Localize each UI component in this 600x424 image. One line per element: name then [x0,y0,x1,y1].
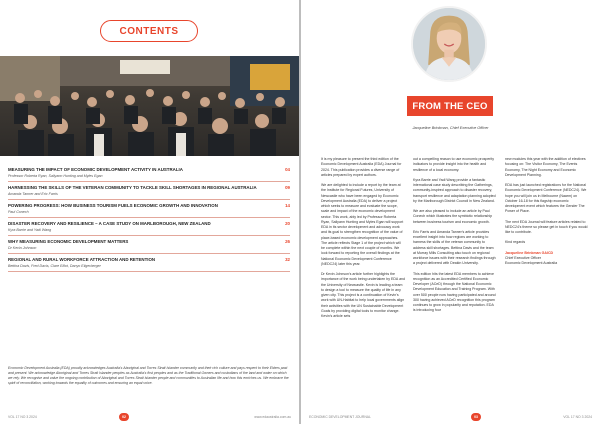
toc-authors: Paul Conech [8,210,29,214]
table-of-contents [8,164,290,272]
footer-journal-name: ECONOMIC DEVELOPMENT JOURNAL [309,415,371,419]
footer-volume: VOL 17 NO 3 2024 [8,415,37,419]
paragraph: We are delighted to include a report by the team at the Institute for Regional Futures, University of Newcastle who have been engaged by Economic Development Australia (EDA) to deliver a project which seeks to measure and evaluate the scope, scale and impact of the economic development sector. This work, ably led by Professor Roberta Ryan, Sallyann Hunting and Myles Egan will support EDA in its sector development and advocacy work and its goal to strengthen recognition of the value of place-based economic development approaches. The article reflects Stage 1 of the project which will be complete within the next couple of months. We look forward to reporting the overall findings at the National Economic Development Conference (NEDC24) later this year. [321,183,404,266]
from-the-ceo-heading: FROM THE CEO [407,96,493,116]
paragraph: Eric Farris and Amanda Tanner's article provides excellent insight into how regions are working to harness the skills of the veteran community to address skill shortages. Bettina Davis and the team at Murray Mills Consulting also touch on regional workforce issues with their research findings through a project delivered with Deakin University. [413,229,496,266]
toc-item[interactable] [8,218,290,236]
paragraph: We are also pleased to include an article by Paul Conech which illustrates the symbiotic relationship between business tourism and economic growth. [413,209,493,224]
letter-column-3 [505,157,589,324]
toc-title: POWERING PROGRESS: HOW BUSINESS TOURISM FUELS ECONOMIC GROWTH AND INNOVATION [8,203,218,208]
toc-title: REGIONAL AND RURAL WORKFORCE ATTRACTION AND RETENTION [8,257,156,262]
toc-page-number: 04 [285,167,290,172]
letter-column-2 [413,157,497,324]
toc-authors: Kyra Barrie and Yadi Wang [8,228,52,232]
paragraph: It is my pleasure to present the third edition of the Economic Development Australia (EDA) Journal for 2024. This publication provides a diverse range of articles prepared by expert authors. [321,157,402,177]
toc-item[interactable] [8,236,290,254]
toc-title: WHY MEASURING ECONOMIC DEVELOPMENT MATTERS [8,239,129,244]
toc-title: HARNESSING THE SKILLS OF THE VETERAN COMMUNITY TO TACKLE SKILL SHORTAGES IN REGIONAL AUSTRALIA [8,185,257,190]
ceo-portrait [411,6,487,82]
paragraph: Dr Kevin Johnson's article further highlights the importance of the work being undertaken by EDA and the University of Newcastle. Kevin is leading a team to design a tool to measure the quality of life in any given city. This project is a continuation of Kevin's work with UN-Habitat to help local governments align their activities with the UN Sustainable Development Goals by providing digital tools to monitor change. Kevin's article sets [321,272,405,318]
footer-volume: VOL 17 NO 3 2024 [563,415,592,419]
toc-item[interactable] [8,254,290,272]
signature-organisation: Economic Development Australia [505,261,558,265]
paragraph: new modules this year with the addition of electives focusing on: The Visitor Economy, The Events Economy, The Night Economy and Economic Development Planning. [505,157,586,177]
toc-page-number: 26 [285,239,290,244]
signature-name: Jacqueline Brinkman GAICD [505,250,554,255]
toc-page-number: 14 [285,203,290,208]
paragraph: The next EDA Journal will feature articles related to NEDC24's theme so please get in touch if you would like to contribute. [505,219,588,234]
left-footer [0,412,299,424]
right-footer [301,412,600,424]
toc-title: MEASURING THE IMPACT OF ECONOMIC DEVELOPMENT ACTIVITY IN AUSTRALIA [8,167,183,172]
page-number-badge: 03 [471,413,481,421]
toc-title: DISASTER RECOVERY AND RESILIENCE – A CASE STUDY ON MARLBOROUGH, NEW ZEALAND [8,221,211,226]
toc-authors: Dr Kevin Johnson [8,246,37,250]
paragraph: out a compelling reason to use economic prosperity indicators to provide insight into the health and resilience of a local economy. [413,157,495,172]
toc-item[interactable] [8,164,290,182]
contents-heading: CONTENTS [100,20,198,42]
footer-website-link[interactable]: www.edaustralia.com.au [254,415,291,419]
ceo-letter [321,157,591,324]
conference-crowd-photo [0,56,299,156]
toc-page-number: 20 [285,221,290,226]
toc-item[interactable] [8,182,290,200]
toc-page-number: 32 [285,257,290,262]
paragraph: EDA has just launched registrations for the National Economic Development Conference (NEDC24). We hope you will join us in Melbourne (Naarm) on October 16-18 for this flagship economic development event which features the Gender The Power of Place. [505,183,587,214]
toc-authors: Amanda Tanner and Eric Farris [8,192,58,196]
paragraph: Kyra Barrie and Yadi Wang provide a fantastic international case study describing the Gatherings, community-inspired approach to disaster recovery, transport resilience and adaptation planning adopted by the Marlborough District Council in New Zealand. [413,177,496,203]
toc-authors: Professor Roberta Ryan, Sallyann Hunting and Myles Egan [8,174,103,178]
ceo-photo-caption: Jacqueline Brinkman, Chief Executive Officer [412,126,489,130]
paragraph: This edition hits the latest EDA members to achieve recognition as an Accredited Certified Economic Developer (ACeD) through the National Economic Development Education and Training Program. With over 500 people now having participated and around 300 having achieved ACeD recognition this program continues to grow in popularity and reputation. EDA is introducing four [413,271,496,313]
paragraph: Kind regards [505,240,526,245]
right-page [301,0,600,424]
toc-page-number: 09 [285,185,290,190]
page-number-badge: 02 [119,413,129,421]
signature-title: Chief Executive Officer [505,255,542,260]
toc-authors: Bettina Davis, Fred Davis, Clare Elliot, Danyo Eligerberger [8,264,101,268]
acknowledgement-of-country: Economic Development Australia (EDA) proudly acknowledges Australia's Aboriginal and Torres Strait Islander community and their rich culture and pays respect to their Elders past and present. We acknowledge Aboriginal and Torres Strait Islander peoples as Australia's first peoples and as the Traditional Owners and custodians of the land and water on which we rely. We recognise and value the ongoing contribution of Aboriginal and Torres Strait Islander people and communities to Australian life and how this enriches us. We embrace the spirit of reconciliation, working towards the equality of outcomes and ensuring an equal voice. [8,366,289,385]
letter-column-1 [321,157,405,324]
toc-item[interactable] [8,200,290,218]
left-page [0,0,299,424]
